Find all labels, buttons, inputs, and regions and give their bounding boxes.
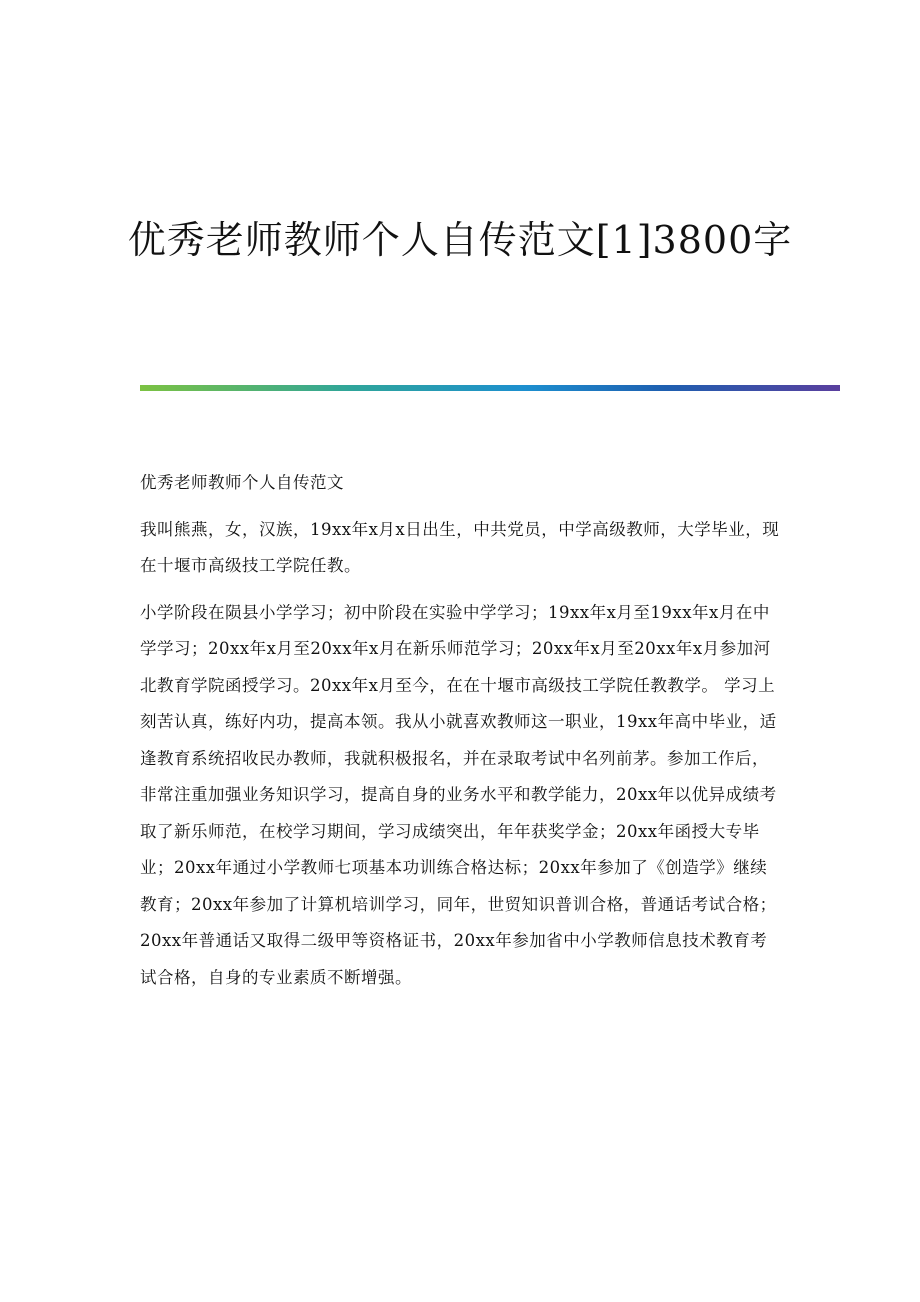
document-subtitle: 优秀老师教师个人自传范文	[140, 473, 344, 492]
paragraph-intro: 我叫熊燕，女，汉族，19xx年x月x日出生，中共党员，中学高级教师，大学毕业，现在十堰市高级技工学院任教。	[140, 519, 780, 575]
paragraph-education: 小学阶段在陨县小学学习；初中阶段在实验中学学习；19xx年x月至19xx年x月在中学学习；20xx年x月至20xx年x月在新乐师范学习；20xx年x月至20xx年x月参加河北教育学院函授学习。20xx年x月至今，在在十堰市高级技工学院任教教学。 学习上刻苦认真，练好内功，提高本领。我从小就喜欢教师这一职业，19xx年高中毕业，适逢教育系统招收民办教师，我就积极报名，并在录取考试中名列前茅。参加工作后，非常注重加强业务知识学习，提高自身的业务水平和教学能力，20xx年以优异成绩考取了新乐师范，在校学习期间，学习成绩突出，年年获奖学金；20xx年函授大专毕业；20xx年通过小学教师七项基本功训练合格达标；20xx年参加了《创造学》继续教育；20xx年参加了计算机培训学习，同年，世贸知识普训合格，普通话考试合格；20xx年普通话又取得二级甲等资格证书，20xx年参加省中小学教师信息技术教育考试合格，自身的专业素质不断增强。	[140, 602, 777, 987]
document-body	[140, 465, 780, 1006]
title-divider	[140, 385, 840, 391]
document-title: 优秀老师教师个人自传范文[1]3800字	[127, 218, 793, 262]
